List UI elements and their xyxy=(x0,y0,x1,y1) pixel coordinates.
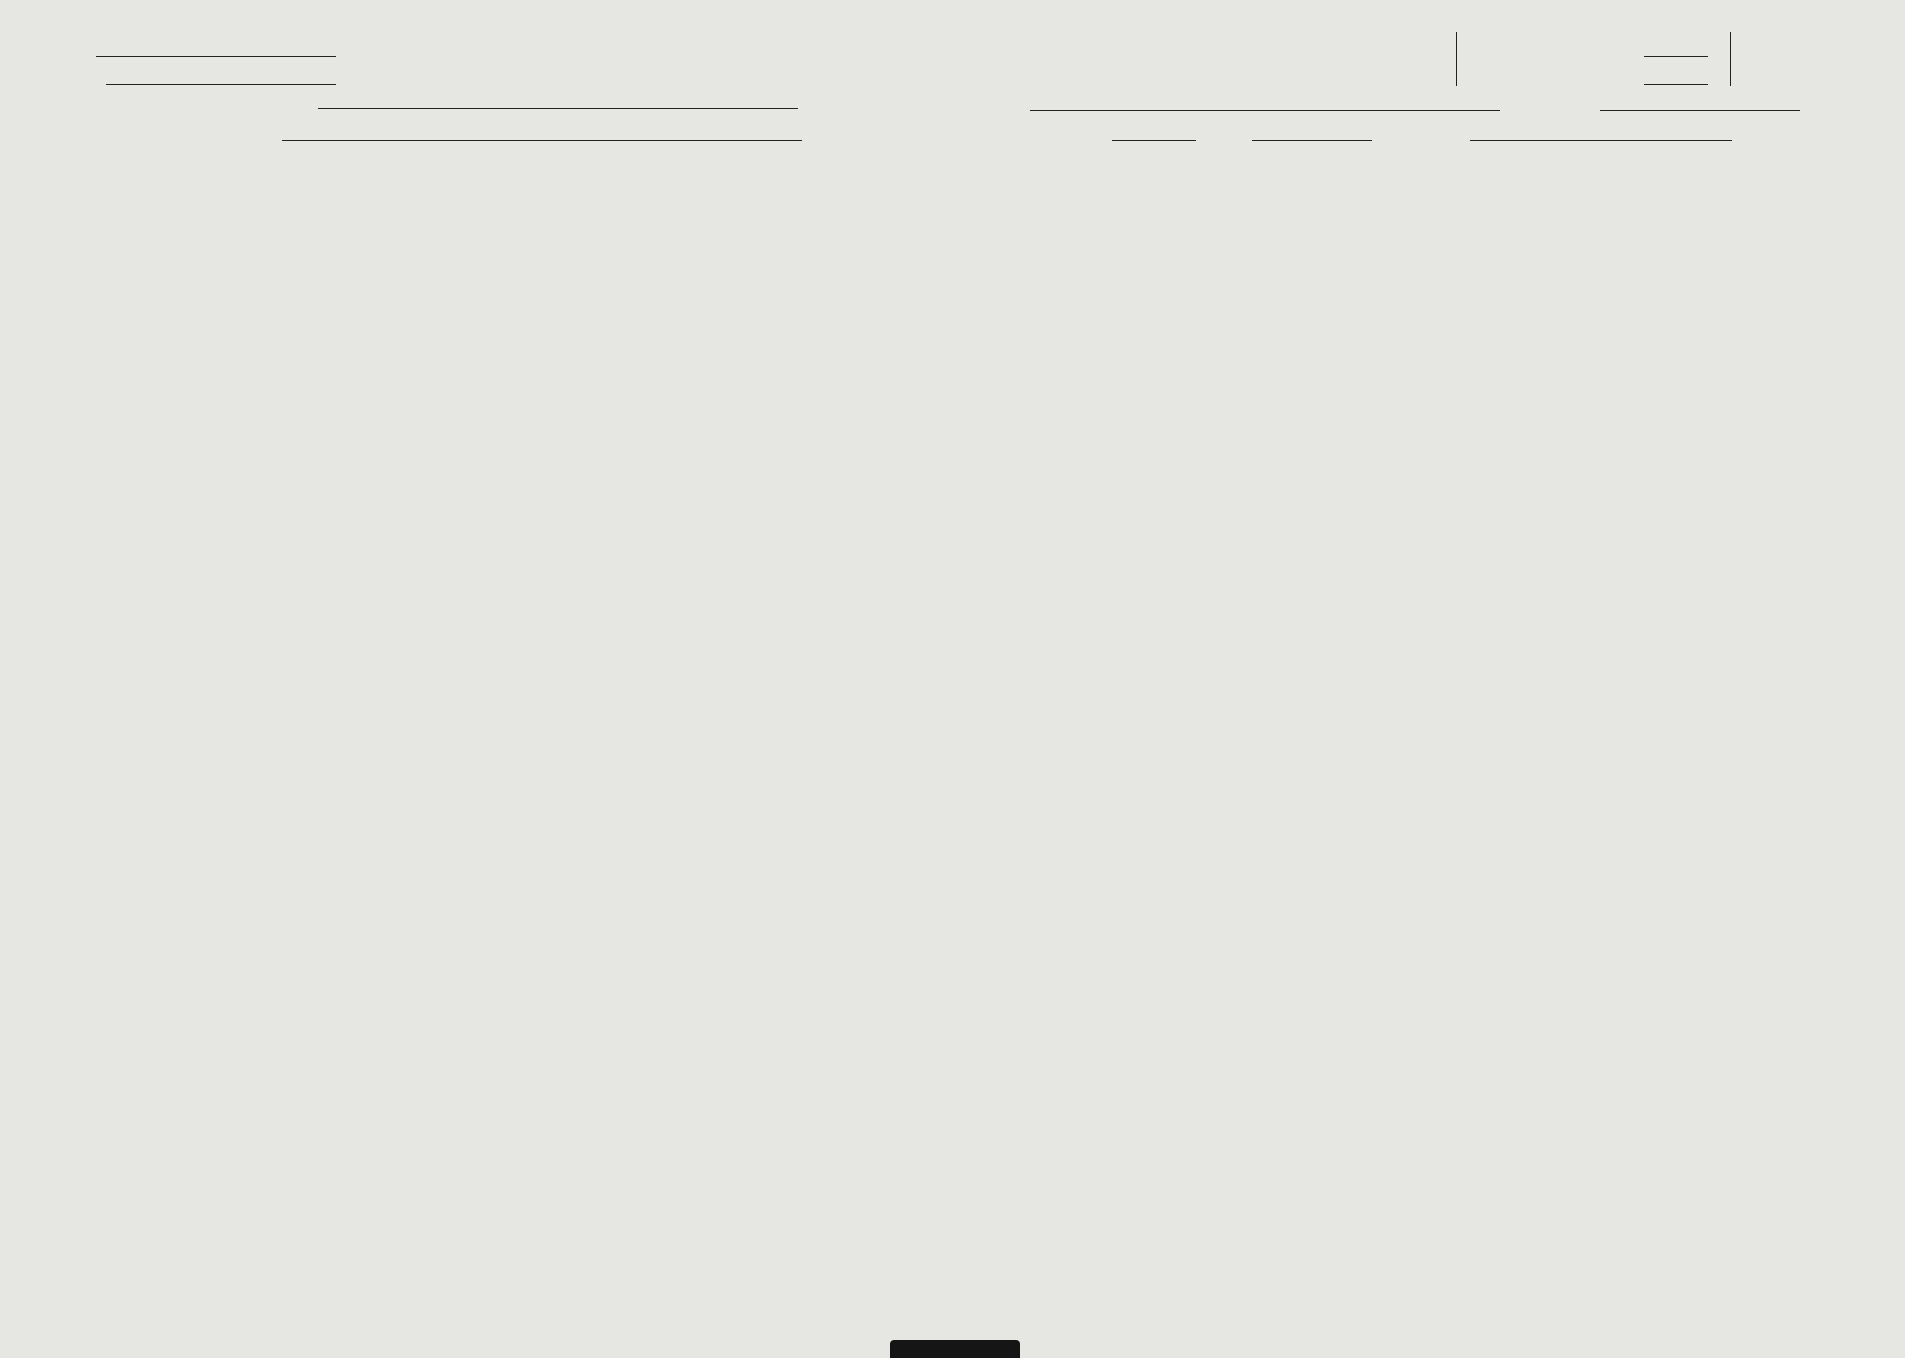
film-damage-mark xyxy=(890,1340,1020,1358)
